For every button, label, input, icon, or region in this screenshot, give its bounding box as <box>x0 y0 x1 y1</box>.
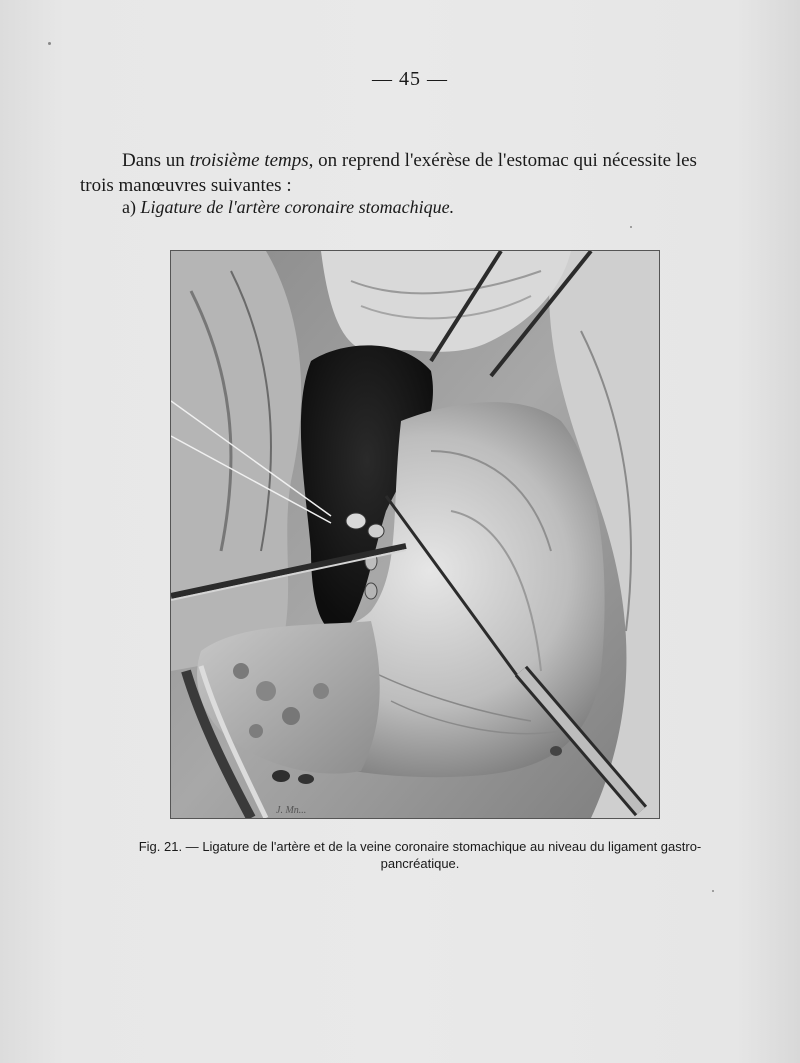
page-number: — 45 — <box>372 68 448 90</box>
item-marker: a) <box>122 197 141 217</box>
paragraph-italic: troisième temps <box>189 150 309 171</box>
paper-speck <box>712 890 714 892</box>
figure-caption <box>100 838 740 872</box>
paragraph-prefix: Dans un <box>122 150 190 171</box>
illustration-drawing <box>171 251 659 818</box>
surgical-illustration <box>171 251 659 818</box>
paragraph <box>80 148 730 198</box>
item-text: Ligature de l'artère coronaire stomachique. <box>140 197 455 217</box>
caption-label: Fig. 21. — <box>138 839 199 854</box>
artist-signature: J. Mn... <box>276 805 307 816</box>
paper-speck <box>48 42 51 45</box>
paper-speck <box>630 226 632 228</box>
paragraph-suffix: , on reprend l'exérèse de l'estomac qui nécessite les trois manœuvres suivantes : <box>80 150 697 196</box>
caption-text: Ligature de l'artère et de la veine coronaire stomachique au niveau du ligament gastro-pancréatique. <box>202 839 702 871</box>
list-item-a <box>122 197 454 218</box>
